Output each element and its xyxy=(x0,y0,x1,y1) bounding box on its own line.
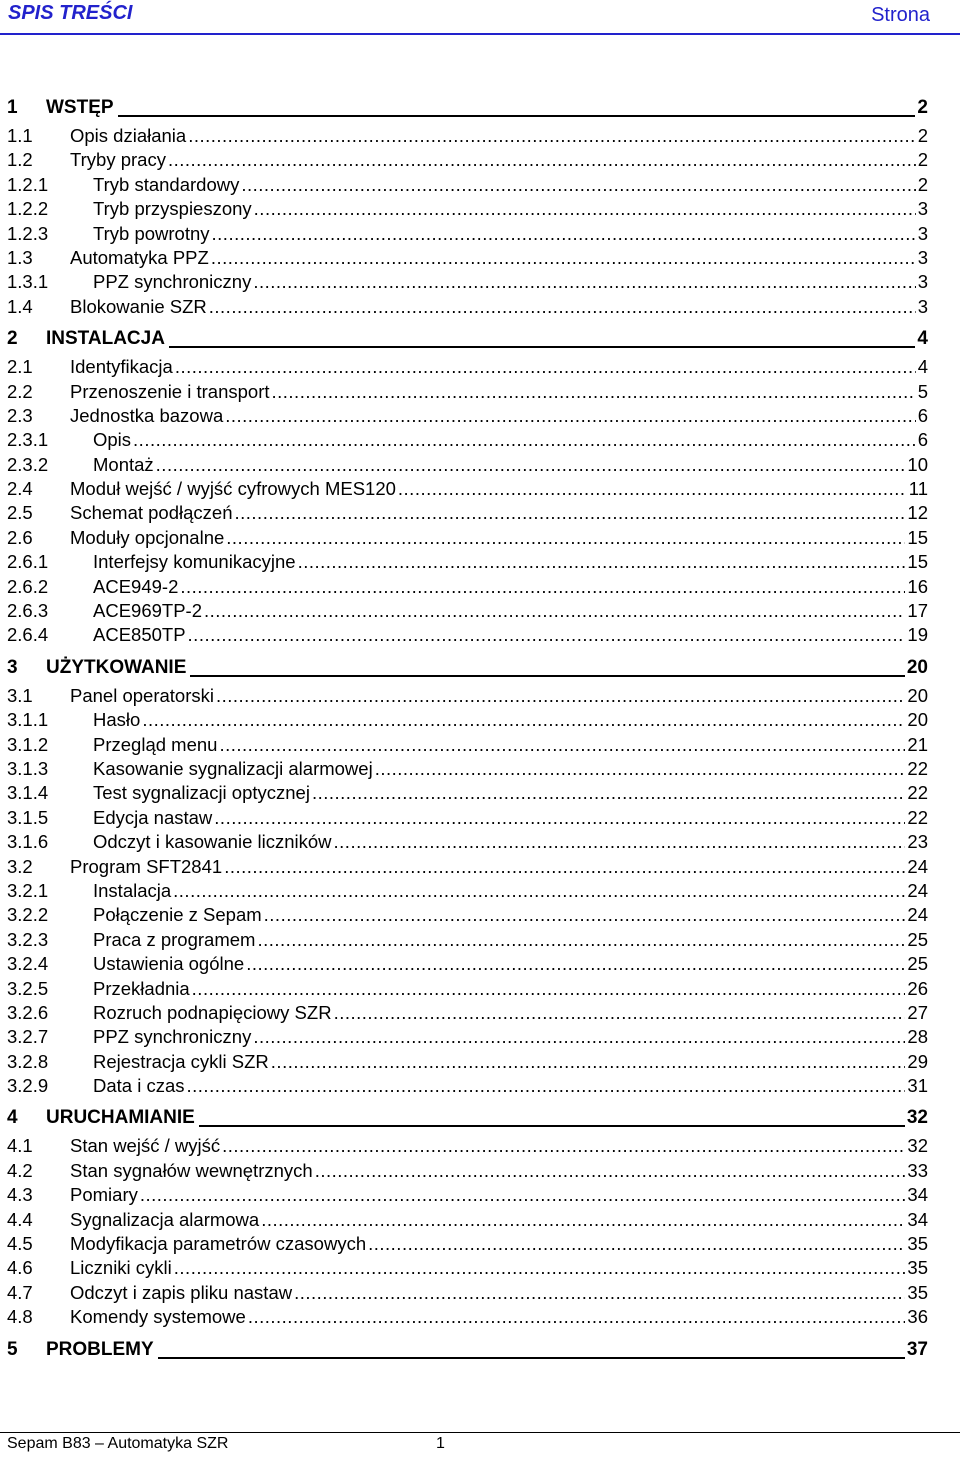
toc-entry-leader xyxy=(254,197,916,221)
toc-entry-number: 1.3 xyxy=(7,246,33,268)
toc-chapter-entry[interactable] xyxy=(7,656,928,681)
toc-entry[interactable] xyxy=(7,1305,928,1329)
toc-entry-page: 36 xyxy=(907,1306,928,1328)
toc-entry-page: 2 xyxy=(917,173,928,195)
toc-entry[interactable] xyxy=(7,270,928,294)
toc-entry-number: 4.5 xyxy=(7,1233,33,1255)
toc-entry-leader xyxy=(140,1183,906,1207)
toc-entry-number: 4.8 xyxy=(7,1306,33,1328)
toc-entry-number: 3.2.5 xyxy=(7,977,49,999)
toc-entry-page: 12 xyxy=(907,502,928,524)
toc-entry-number: 3.1.1 xyxy=(7,709,49,731)
toc-entry-title: Tryb powrotny xyxy=(93,222,210,244)
toc-entry-number: 1 xyxy=(7,97,18,118)
toc-entry-page: 15 xyxy=(907,551,928,573)
toc-entry-page: 22 xyxy=(907,757,928,779)
toc-entry-number: 4.4 xyxy=(7,1208,33,1230)
toc-entry-title: Rozruch podnapięciowy SZR xyxy=(93,1001,332,1023)
toc-entry[interactable] xyxy=(7,1001,928,1025)
toc-entry-page: 17 xyxy=(907,600,928,622)
toc-entry-page: 3 xyxy=(917,198,928,220)
toc-entry[interactable] xyxy=(7,928,928,952)
toc-entry-page: 6 xyxy=(917,404,928,426)
toc-entry-leader xyxy=(375,757,906,781)
toc-entry-leader xyxy=(398,477,907,501)
footer-divider xyxy=(0,1432,960,1433)
toc-entry[interactable] xyxy=(7,1208,928,1232)
toc-entry[interactable] xyxy=(7,757,928,781)
toc-entry[interactable] xyxy=(7,1134,928,1158)
toc-entry[interactable] xyxy=(7,855,928,879)
toc-chapter-entry[interactable] xyxy=(7,96,928,121)
toc-entry-number: 4.6 xyxy=(7,1257,33,1279)
toc-entry-title: Montaż xyxy=(93,453,154,475)
toc-entry-leader xyxy=(298,550,906,574)
toc-entry[interactable] xyxy=(7,124,928,148)
toc-entry-leader xyxy=(216,684,905,708)
toc-entry-leader xyxy=(235,501,906,525)
toc-entry-number: 3.2.9 xyxy=(7,1075,49,1097)
toc-entry-leader xyxy=(190,675,904,677)
toc-entry-title: PROBLEMY xyxy=(46,1338,154,1360)
toc-entry-title: Stan sygnałów wewnętrznych xyxy=(70,1159,313,1181)
toc-entry-page: 22 xyxy=(907,806,928,828)
toc-entry-page: 2 xyxy=(917,149,928,171)
toc-entry[interactable] xyxy=(7,806,928,830)
toc-entry-leader xyxy=(187,1074,906,1098)
toc-entry-leader xyxy=(169,346,915,348)
toc-entry-page: 6 xyxy=(917,429,928,451)
toc-entry-number: 2 xyxy=(7,328,18,350)
toc-entry-leader xyxy=(118,115,916,117)
toc-entry-title: Przenoszenie i transport xyxy=(70,380,270,402)
toc-entry-number: 5 xyxy=(7,1338,18,1360)
toc-entry-page: 29 xyxy=(907,1050,928,1072)
toc-entry-page: 19 xyxy=(907,624,928,646)
toc-entry-number: 1.2.1 xyxy=(7,173,49,195)
toc-entry-page: 32 xyxy=(907,1135,928,1157)
toc-entry-page: 27 xyxy=(907,1001,928,1023)
toc-entry-number: 3.1.2 xyxy=(7,733,49,755)
table-of-contents xyxy=(7,96,928,1366)
toc-entry-title: Sygnalizacja alarmowa xyxy=(70,1208,260,1230)
footer-document-title: Sepam B83 – Automatyka SZR xyxy=(7,1435,229,1452)
toc-entry-title: Moduł wejść / wyjść cyfrowych MES120 xyxy=(70,478,396,500)
toc-entry-page: 21 xyxy=(907,733,928,755)
toc-entry-leader xyxy=(226,526,905,550)
toc-entry[interactable] xyxy=(7,295,928,319)
toc-entry[interactable] xyxy=(7,684,928,708)
toc-entry[interactable] xyxy=(7,952,928,976)
toc-entry[interactable] xyxy=(7,575,928,599)
toc-entry-leader xyxy=(253,1025,905,1049)
toc-entry-leader xyxy=(142,708,905,732)
toc-entry-title: Połączenie z Sepam xyxy=(93,904,262,926)
toc-entry-title: Panel operatorski xyxy=(70,684,214,706)
toc-entry-number: 3.1.6 xyxy=(7,831,49,853)
toc-entry-number: 3.1.5 xyxy=(7,806,49,828)
toc-entry-leader xyxy=(209,295,916,319)
toc-entry-number: 3 xyxy=(7,656,18,678)
toc-chapter-entry[interactable] xyxy=(7,1106,928,1131)
toc-entry[interactable] xyxy=(7,355,928,379)
toc-entry[interactable] xyxy=(7,501,928,525)
toc-entry[interactable] xyxy=(7,246,928,270)
toc-chapter-entry[interactable] xyxy=(7,327,928,352)
toc-entry-leader xyxy=(271,1050,906,1074)
toc-entry-page: 20 xyxy=(907,709,928,731)
toc-entry[interactable] xyxy=(7,428,928,452)
toc-entry-number: 3.1.4 xyxy=(7,782,49,804)
toc-entry-title: Identyfikacja xyxy=(70,356,173,378)
toc-entry[interactable] xyxy=(7,477,928,501)
toc-entry-title: Odczyt i kasowanie liczników xyxy=(93,831,332,853)
toc-entry-title: Liczniki cykli xyxy=(70,1257,172,1279)
toc-entry-title: PPZ synchroniczny xyxy=(93,271,252,293)
toc-entry-leader xyxy=(214,806,905,830)
toc-entry-page: 3 xyxy=(917,295,928,317)
toc-entry-leader xyxy=(368,1232,905,1256)
toc-entry-number: 3.2.6 xyxy=(7,1001,49,1023)
toc-entry-number: 4.1 xyxy=(7,1135,33,1157)
toc-entry-title: Opis działania xyxy=(70,125,187,146)
toc-entry-leader xyxy=(211,246,916,270)
toc-entry-title: Pomiary xyxy=(70,1184,138,1206)
toc-entry-number: 4.2 xyxy=(7,1159,33,1181)
toc-entry-leader xyxy=(188,124,916,148)
toc-entry-leader xyxy=(225,404,915,428)
toc-entry-page: 24 xyxy=(907,879,928,901)
toc-entry-page: 24 xyxy=(907,904,928,926)
toc-entry-page: 25 xyxy=(907,953,928,975)
toc-entry-leader xyxy=(315,1159,906,1183)
toc-entry-page: 33 xyxy=(907,1159,928,1181)
toc-entry[interactable] xyxy=(7,708,928,732)
toc-entry-title: Ustawienia ogólne xyxy=(93,953,245,975)
toc-entry-leader xyxy=(188,623,906,647)
toc-entry-page: 34 xyxy=(907,1208,928,1230)
toc-entry[interactable] xyxy=(7,453,928,477)
toc-entry-title: Tryb przyspieszony xyxy=(93,198,252,220)
toc-entry-page: 37 xyxy=(906,1338,928,1360)
toc-entry[interactable] xyxy=(7,1074,928,1098)
toc-entry-title: Program SFT2841 xyxy=(70,855,223,877)
toc-entry[interactable] xyxy=(7,222,928,246)
toc-entry-number: 3.2.2 xyxy=(7,904,49,926)
toc-entry-leader xyxy=(133,428,916,452)
toc-entry-page: 10 xyxy=(907,453,928,475)
toc-entry[interactable] xyxy=(7,1232,928,1256)
toc-entry-number: 2.3.2 xyxy=(7,453,49,475)
toc-entry-leader xyxy=(248,1305,906,1329)
toc-entry-leader xyxy=(264,903,906,927)
toc-entry-number: 2.6.1 xyxy=(7,551,49,573)
toc-entry-number: 2.6 xyxy=(7,526,33,548)
toc-entry-page: 20 xyxy=(906,656,928,678)
toc-entry[interactable] xyxy=(7,173,928,197)
toc-entry-leader xyxy=(174,1256,906,1280)
toc-entry-leader xyxy=(253,270,915,294)
toc-entry-leader xyxy=(312,781,905,805)
toc-entry[interactable] xyxy=(7,1159,928,1183)
toc-entry[interactable] xyxy=(7,1183,928,1207)
toc-entry-page: 2 xyxy=(917,97,928,118)
toc-entry-number: 3.2.4 xyxy=(7,953,49,975)
toc-entry-leader xyxy=(175,355,916,379)
toc-entry-leader xyxy=(192,977,906,1001)
toc-entry-leader xyxy=(222,1134,905,1158)
toc-entry-title: UŻYTKOWANIE xyxy=(46,656,187,678)
page-column-label: Strona xyxy=(871,4,930,26)
toc-entry-page: 34 xyxy=(907,1184,928,1206)
toc-entry-title: Interfejsy komunikacyjne xyxy=(93,551,296,573)
toc-entry-title: Automatyka PPZ xyxy=(70,246,209,268)
toc-entry-page: 25 xyxy=(907,928,928,950)
toc-entry-number: 4 xyxy=(7,1107,18,1129)
toc-entry-leader xyxy=(241,173,915,197)
toc-entry[interactable] xyxy=(7,733,928,757)
toc-entry-title: Edycja nastaw xyxy=(93,806,213,828)
toc-entry-title: Rejestracja cykli SZR xyxy=(93,1050,269,1072)
toc-entry-title: Test sygnalizacji optycznej xyxy=(93,782,310,804)
toc-entry-number: 4.7 xyxy=(7,1281,33,1303)
toc-entry-page: 15 xyxy=(907,526,928,548)
toc-entry-number: 3.2.3 xyxy=(7,928,49,950)
toc-entry-leader xyxy=(334,830,906,854)
toc-entry-title: Praca z programem xyxy=(93,928,256,950)
toc-entry[interactable] xyxy=(7,977,928,1001)
toc-entry-title: Stan wejść / wyjść xyxy=(70,1135,221,1157)
toc-entry-number: 4.3 xyxy=(7,1184,33,1206)
toc-entry-title: ACE949-2 xyxy=(93,575,179,597)
toc-entry[interactable] xyxy=(7,781,928,805)
toc-entry-number: 2.2 xyxy=(7,380,33,402)
toc-entry[interactable] xyxy=(7,380,928,404)
toc-entry-page: 5 xyxy=(917,380,928,402)
toc-entry-number: 2.4 xyxy=(7,478,33,500)
toc-entry-number: 1.4 xyxy=(7,295,33,317)
toc-entry-title: INSTALACJA xyxy=(46,328,165,350)
toc-entry-title: ACE850TP xyxy=(93,624,186,646)
toc-entry[interactable] xyxy=(7,599,928,623)
toc-entry-title: PPZ synchroniczny xyxy=(93,1026,252,1048)
toc-entry-leader xyxy=(168,148,916,172)
toc-entry[interactable] xyxy=(7,623,928,647)
toc-entry-leader xyxy=(173,879,905,903)
toc-entry-page: 35 xyxy=(907,1233,928,1255)
toc-entry-title: Moduły opcjonalne xyxy=(70,526,225,548)
toc-entry-number: 2.5 xyxy=(7,502,33,524)
toc-entry-number: 1.1 xyxy=(7,125,33,146)
toc-entry-number: 2.1 xyxy=(7,356,33,378)
toc-entry-page: 16 xyxy=(907,575,928,597)
toc-entry-leader xyxy=(180,575,905,599)
toc-entry-title: Kasowanie sygnalizacji alarmowej xyxy=(93,757,373,779)
toc-entry-number: 3.2.7 xyxy=(7,1026,49,1048)
toc-entry-title: ACE969TP-2 xyxy=(93,600,202,622)
toc-entry-leader xyxy=(199,1125,905,1127)
toc-entry[interactable] xyxy=(7,526,928,550)
toc-entry-page: 35 xyxy=(907,1281,928,1303)
toc-heading: SPIS TREŚCI xyxy=(8,2,133,24)
toc-entry-title: Instalacja xyxy=(93,879,172,901)
toc-entry-title: Przekładnia xyxy=(93,977,190,999)
toc-entry-title: Opis xyxy=(93,429,132,451)
toc-entry-leader xyxy=(158,1357,905,1359)
toc-entry-page: 2 xyxy=(917,125,928,146)
toc-entry-number: 1.2.3 xyxy=(7,222,49,244)
toc-entry-number: 1.3.1 xyxy=(7,271,49,293)
toc-entry-title: Blokowanie SZR xyxy=(70,295,207,317)
toc-entry-title: Komendy systemowe xyxy=(70,1306,246,1328)
toc-entry-page: 32 xyxy=(906,1107,928,1129)
toc-entry[interactable] xyxy=(7,1256,928,1280)
toc-entry-title: Przegląd menu xyxy=(93,733,218,755)
toc-entry-page: 35 xyxy=(907,1257,928,1279)
toc-entry-page: 4 xyxy=(917,356,928,378)
toc-entry-number: 3.1.3 xyxy=(7,757,49,779)
toc-entry-number: 2.3.1 xyxy=(7,429,49,451)
toc-entry-leader xyxy=(334,1001,906,1025)
toc-entry-title: URUCHAMIANIE xyxy=(46,1107,195,1129)
toc-entry-page: 28 xyxy=(907,1026,928,1048)
toc-entry[interactable] xyxy=(7,550,928,574)
toc-entry-number: 3.2 xyxy=(7,855,33,877)
toc-entry[interactable] xyxy=(7,404,928,428)
toc-entry-title: Tryby pracy xyxy=(70,149,166,171)
toc-entry-title: Data i czas xyxy=(93,1075,185,1097)
toc-entry-page: 23 xyxy=(907,831,928,853)
toc-entry-page: 3 xyxy=(917,271,928,293)
toc-entry[interactable] xyxy=(7,1281,928,1305)
toc-entry[interactable] xyxy=(7,148,928,172)
toc-entry-title: Jednostka bazowa xyxy=(70,404,224,426)
toc-entry-leader xyxy=(257,928,905,952)
toc-entry-page: 11 xyxy=(908,478,928,500)
toc-entry-number: 2.3 xyxy=(7,404,33,426)
toc-entry-leader xyxy=(224,855,905,879)
toc-entry-number: 3.2.8 xyxy=(7,1050,49,1072)
toc-entry-number: 3.2.1 xyxy=(7,879,49,901)
toc-entry[interactable] xyxy=(7,1025,928,1049)
toc-entry-page: 3 xyxy=(917,246,928,268)
toc-entry-number: 1.2.2 xyxy=(7,198,49,220)
toc-entry[interactable] xyxy=(7,830,928,854)
toc-entry-title: Modyfikacja parametrów czasowych xyxy=(70,1233,367,1255)
toc-entry[interactable] xyxy=(7,879,928,903)
toc-entry-title: WSTĘP xyxy=(46,97,114,118)
toc-entry-page: 4 xyxy=(917,328,928,350)
toc-entry[interactable] xyxy=(7,197,928,221)
toc-entry-number: 3.1 xyxy=(7,684,33,706)
toc-entry-title: Tryb standardowy xyxy=(93,173,240,195)
toc-entry-leader xyxy=(204,599,905,623)
toc-entry[interactable] xyxy=(7,903,928,927)
toc-entry-title: Schemat podłączeń xyxy=(70,502,233,524)
toc-entry-leader xyxy=(156,453,906,477)
toc-entry-number: 2.6.2 xyxy=(7,575,49,597)
toc-entry-leader xyxy=(246,952,905,976)
footer-page-number: 1 xyxy=(436,1435,445,1452)
toc-entry-number: 1.2 xyxy=(7,149,33,171)
toc-entry-page: 20 xyxy=(907,684,928,706)
toc-chapter-entry[interactable] xyxy=(7,1338,928,1363)
toc-entry-number: 2.6.3 xyxy=(7,600,49,622)
toc-entry-leader xyxy=(219,733,905,757)
toc-entry-title: Hasło xyxy=(93,709,141,731)
toc-entry-leader xyxy=(212,222,916,246)
toc-entry[interactable] xyxy=(7,1050,928,1074)
toc-entry-page: 24 xyxy=(907,855,928,877)
toc-entry-leader xyxy=(261,1208,905,1232)
toc-entry-leader xyxy=(294,1281,905,1305)
toc-entry-number: 2.6.4 xyxy=(7,624,49,646)
toc-entry-page: 31 xyxy=(907,1075,928,1097)
toc-entry-leader xyxy=(272,380,916,404)
toc-entry-title: Odczyt i zapis pliku nastaw xyxy=(70,1281,293,1303)
toc-entry-page: 22 xyxy=(907,782,928,804)
toc-entry-page: 3 xyxy=(917,222,928,244)
toc-entry-page: 26 xyxy=(907,977,928,999)
header-divider xyxy=(0,33,960,35)
